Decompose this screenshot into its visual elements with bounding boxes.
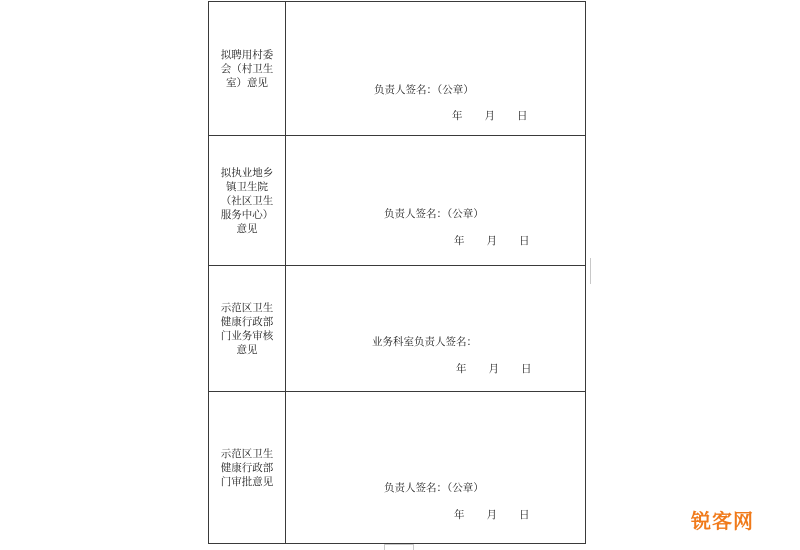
table-row: [209, 392, 586, 544]
row-label-cell: [209, 266, 286, 392]
row-label: 示范区卫生健康行政部门业务审核意见: [220, 301, 274, 356]
signature-line: 负责人签名：（公章）: [374, 84, 474, 96]
date-line: [454, 507, 530, 522]
page-edge-marker: [590, 258, 591, 284]
day-label: 日: [521, 363, 532, 375]
month-label: 月: [484, 110, 495, 122]
page-bottom-marker: [384, 544, 414, 550]
month-label: 月: [486, 235, 497, 247]
signature-line: 负责人签名：（公章）: [384, 208, 484, 220]
signature-line: 业务科室负责人签名：: [372, 336, 477, 348]
watermark-logo: 锐客网: [691, 509, 754, 533]
row-label: 拟执业地乡镇卫生院（社区卫生服务中心）意见: [220, 166, 274, 235]
year-label: 年: [454, 509, 465, 521]
row-label: 拟聘用村委会（村卫生室）意见: [220, 48, 274, 89]
row-label-cell: [209, 136, 286, 266]
day-label: 日: [519, 235, 530, 247]
date-line: [452, 108, 528, 123]
opinion-cell[interactable]: [286, 266, 586, 392]
signature-line: 负责人签名：（公章）: [384, 482, 484, 494]
row-label-cell: [209, 392, 286, 544]
row-label-cell: [209, 2, 286, 136]
opinion-cell[interactable]: [286, 2, 586, 136]
year-label: 年: [456, 363, 467, 375]
table-row: [209, 266, 586, 392]
approval-form-table: [208, 1, 586, 544]
day-label: 日: [519, 509, 530, 521]
opinion-cell[interactable]: [286, 136, 586, 266]
table-row: [209, 136, 586, 266]
date-line: [454, 233, 530, 248]
day-label: 日: [517, 110, 528, 122]
date-line: [456, 361, 532, 376]
month-label: 月: [486, 509, 497, 521]
table-row: [209, 2, 586, 136]
month-label: 月: [488, 363, 499, 375]
year-label: 年: [452, 110, 463, 122]
opinion-cell[interactable]: [286, 392, 586, 544]
row-label: 示范区卫生健康行政部门审批意见: [220, 447, 274, 488]
year-label: 年: [454, 235, 465, 247]
